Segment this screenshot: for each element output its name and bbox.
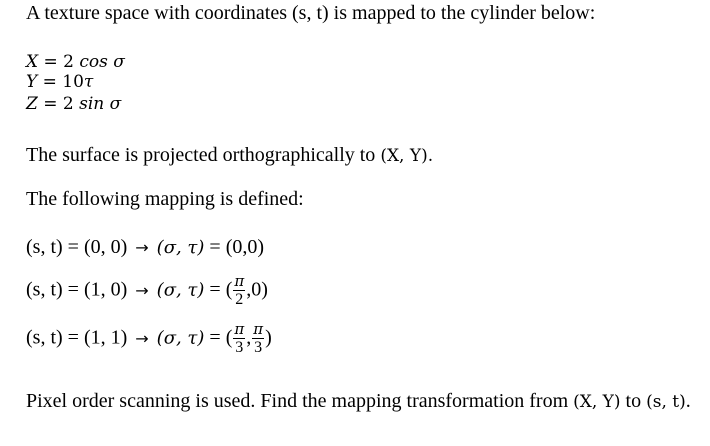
fraction-pi-over-3-b: $\frac{\pi}{3}$ — [253, 320, 264, 356]
mapping-row-3: (s, t) = (1, 1) → (σ, τ) = ( $\frac{\pi}{3}$ , $\frac{\pi}{3}$ ) — [26, 320, 272, 356]
projection-text: The surface is projected orthographically to (X, Y). — [26, 144, 434, 166]
mapping-row-1: (s, t) = (0, 0) → (σ, τ) = (0,0) — [26, 236, 265, 258]
mapping-intro: The following mapping is defined: — [26, 188, 304, 210]
equation-y: Y = 10τ — [26, 72, 94, 92]
mapping-row-2: (s, t) = (1, 0) → (σ, τ) = ( $\frac{\pi}{2}$ ,0) — [26, 272, 268, 308]
intro-text: A texture space with coordinates (s, t) is mapped to the cylinder below: — [26, 2, 596, 24]
question-text: Pixel order scanning is used. Find the mapping transformation from (X, Y) to (s, t). — [26, 390, 691, 412]
fraction-pi-over-2: $\frac{\pi}{2}$ — [234, 272, 245, 308]
equation-x: X = 2 cos σ — [26, 52, 125, 72]
fraction-pi-over-3-a: $\frac{\pi}{3}$ — [234, 320, 245, 356]
equation-z: Z = 2 sin σ — [26, 94, 122, 114]
